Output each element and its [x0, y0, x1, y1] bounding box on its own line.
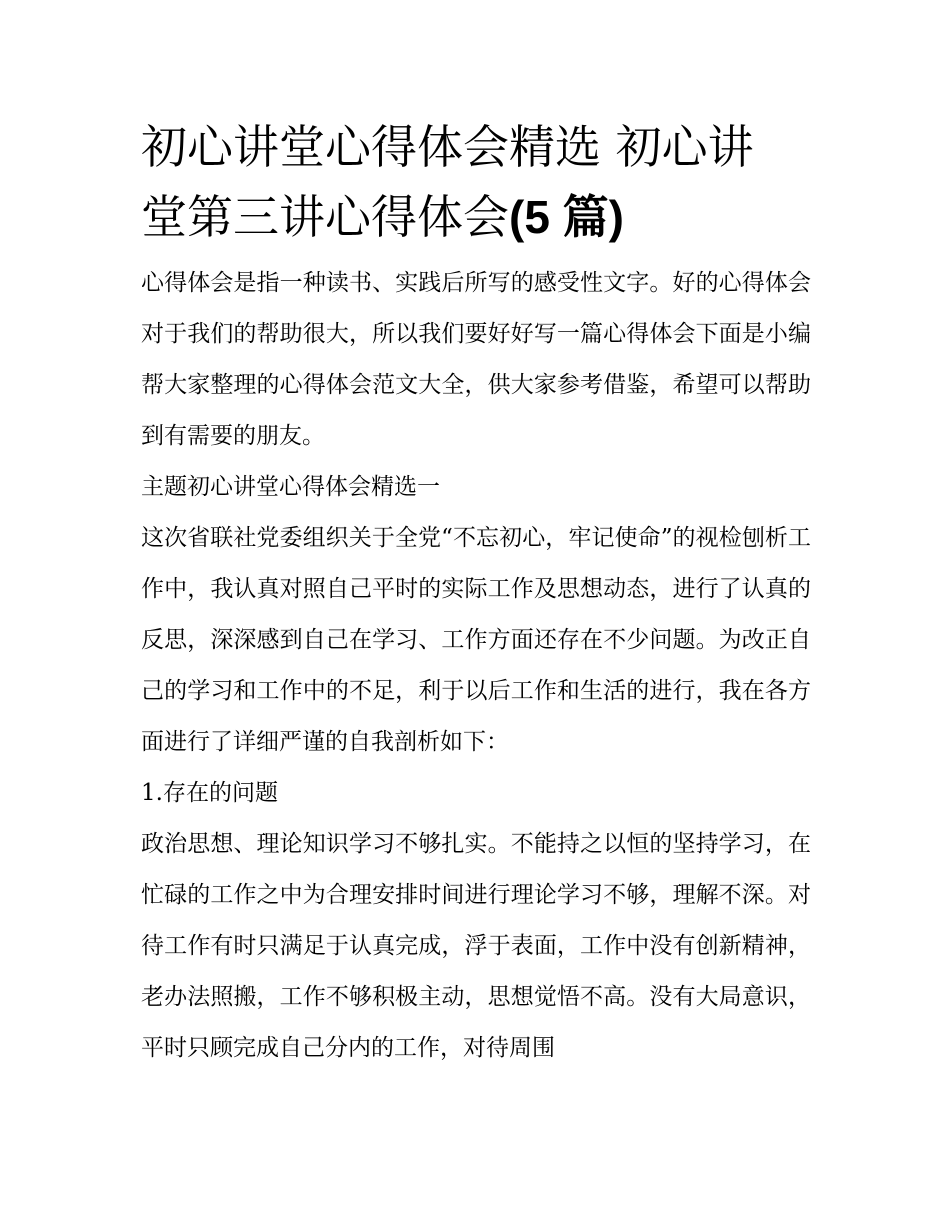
section-heading: 主题初心讲堂心得体会精选一: [141, 474, 440, 500]
title-count: (5 篇): [509, 191, 624, 243]
intro-paragraph: 心得体会是指一种读书、实践后所写的感受性文字。好的心得体会对于我们的帮助很大，所以我们要好好写一篇心得体会下面是小编帮大家整理的心得体会范文大全，供大家参考借鉴，希望可以帮助到有需要的朋友。: [141, 270, 811, 449]
title-line-2: 堂第三讲心得体会: [141, 190, 509, 244]
document-body: [141, 112, 811, 1074]
subsection-heading: 1.存在的问题: [141, 780, 278, 806]
document-title: [141, 112, 811, 252]
title-line-1: 初心讲堂心得体会精选 初心讲: [141, 120, 754, 174]
body-paragraph: 政治思想、理论知识学习不够扎实。不能持之以恒的坚持学习，在忙碌的工作之中为合理安排时间进行理论学习不够，理解不深。对待工作有时只满足于认真完成，浮于表面，工作中没有创新精神，老办法照搬，工作不够积极主动，思想觉悟不高。没有大局意识，平时只顾完成自己分内的工作，对待周围: [141, 831, 811, 1061]
body-paragraph: 这次省联社党委组织关于全党“不忘初心，牢记使命”的视检刨析工作中，我认真对照自己平时的实际工作及思想动态，进行了认真的反思，深深感到自己在学习、工作方面还存在不少问题。为改正自己的学习和工作中的不足，利于以后工作和生活的进行，我在各方面进行了详细严谨的自我剖析如下：: [141, 525, 811, 755]
